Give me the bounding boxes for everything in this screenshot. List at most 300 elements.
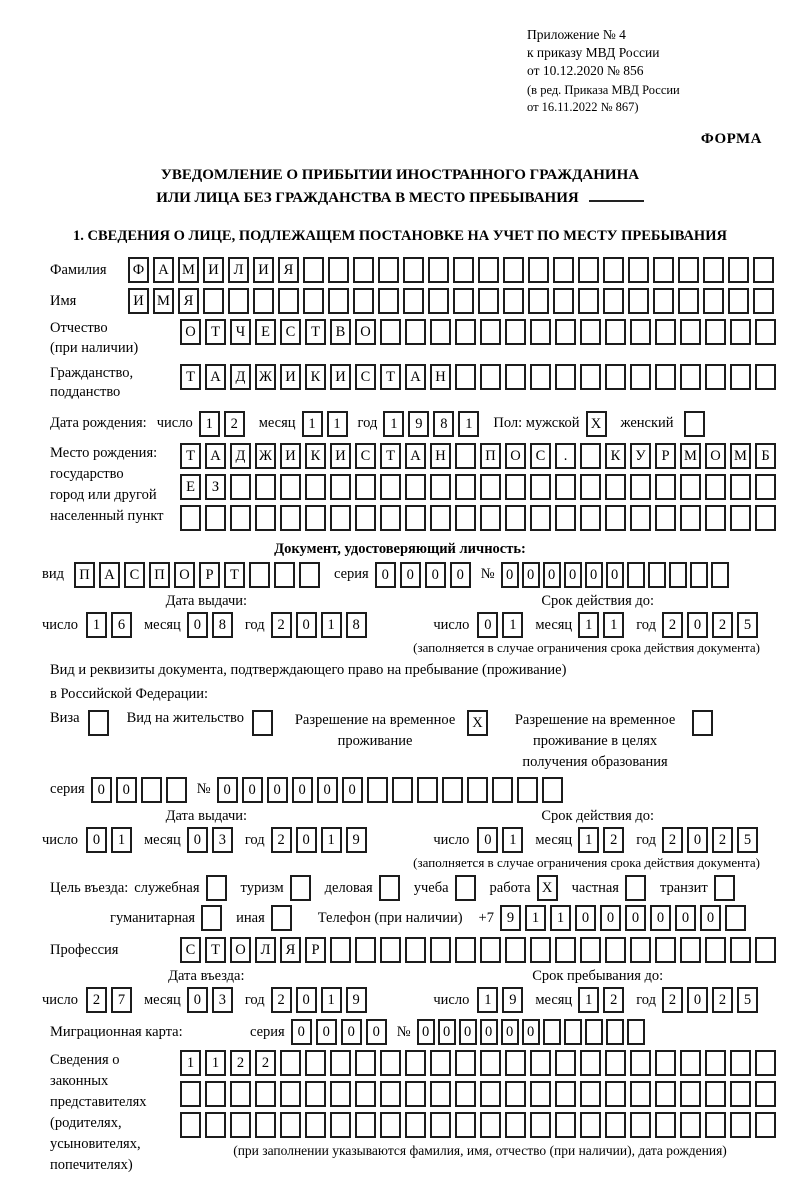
char-cell[interactable]: 0 <box>501 1019 519 1045</box>
issue-year-cells[interactable] <box>271 827 371 853</box>
char-cell[interactable]: П <box>74 562 95 588</box>
char-cell[interactable] <box>730 505 751 531</box>
char-cell[interactable] <box>480 937 501 963</box>
char-cell[interactable]: Д <box>230 364 251 390</box>
doc-number-cells[interactable] <box>501 562 732 588</box>
char-cell[interactable] <box>705 1050 726 1076</box>
char-cell[interactable]: 0 <box>687 612 708 638</box>
char-cell[interactable]: 8 <box>212 612 233 638</box>
char-cell[interactable] <box>455 1050 476 1076</box>
char-cell[interactable] <box>755 474 776 500</box>
char-cell[interactable] <box>528 257 549 283</box>
char-cell[interactable]: Ф <box>128 257 149 283</box>
char-cell[interactable] <box>580 1081 601 1107</box>
char-cell[interactable]: 2 <box>271 987 292 1013</box>
char-cell[interactable]: 2 <box>271 827 292 853</box>
char-cell[interactable] <box>330 1112 351 1138</box>
char-cell[interactable] <box>655 1050 676 1076</box>
char-cell[interactable]: И <box>203 257 224 283</box>
char-cell[interactable] <box>555 1112 576 1138</box>
temp-residence-checkbox[interactable] <box>467 710 492 736</box>
char-cell[interactable] <box>630 1050 651 1076</box>
char-cell[interactable] <box>505 319 526 345</box>
char-cell[interactable]: 1 <box>458 411 479 437</box>
stay-year-cells[interactable] <box>662 987 762 1013</box>
char-cell[interactable] <box>653 257 674 283</box>
char-cell[interactable] <box>455 505 476 531</box>
char-cell[interactable] <box>88 710 109 736</box>
char-cell[interactable] <box>555 319 576 345</box>
stay-day-cells[interactable] <box>477 987 527 1013</box>
char-cell[interactable]: 0 <box>522 562 540 588</box>
char-cell[interactable]: 1 <box>477 987 498 1013</box>
char-cell[interactable] <box>655 319 676 345</box>
char-cell[interactable]: С <box>355 443 376 469</box>
char-cell[interactable] <box>353 257 374 283</box>
char-cell[interactable]: С <box>280 319 301 345</box>
char-cell[interactable] <box>271 905 292 931</box>
char-cell[interactable] <box>605 474 626 500</box>
char-cell[interactable] <box>455 364 476 390</box>
char-cell[interactable]: О <box>230 937 251 963</box>
char-cell[interactable] <box>690 562 708 588</box>
char-cell[interactable]: 2 <box>712 827 733 853</box>
purpose-official-checkbox[interactable] <box>206 875 231 901</box>
char-cell[interactable] <box>705 364 726 390</box>
char-cell[interactable] <box>303 257 324 283</box>
char-cell[interactable]: 0 <box>217 777 238 803</box>
char-cell[interactable] <box>605 1081 626 1107</box>
char-cell[interactable] <box>455 443 476 469</box>
char-cell[interactable] <box>578 288 599 314</box>
temp-residence-edu-checkbox[interactable] <box>692 710 717 736</box>
char-cell[interactable] <box>280 474 301 500</box>
char-cell[interactable] <box>430 474 451 500</box>
char-cell[interactable]: 2 <box>712 987 733 1013</box>
char-cell[interactable] <box>299 562 320 588</box>
char-cell[interactable]: Т <box>380 364 401 390</box>
char-cell[interactable]: 2 <box>603 987 624 1013</box>
char-cell[interactable]: 6 <box>111 612 132 638</box>
char-cell[interactable] <box>380 1050 401 1076</box>
char-cell[interactable]: 1 <box>321 827 342 853</box>
char-cell[interactable]: 0 <box>291 1019 312 1045</box>
char-cell[interactable] <box>430 937 451 963</box>
issue-year-cells[interactable] <box>271 612 371 638</box>
char-cell[interactable]: 0 <box>316 1019 337 1045</box>
char-cell[interactable] <box>606 1019 624 1045</box>
validity-year-cells[interactable] <box>662 827 762 853</box>
char-cell[interactable] <box>330 505 351 531</box>
char-cell[interactable] <box>678 257 699 283</box>
purpose-other-checkbox[interactable] <box>271 905 296 931</box>
char-cell[interactable] <box>255 1112 276 1138</box>
char-cell[interactable] <box>305 1050 326 1076</box>
char-cell[interactable]: 0 <box>543 562 561 588</box>
char-cell[interactable] <box>205 1081 226 1107</box>
char-cell[interactable]: Л <box>228 257 249 283</box>
char-cell[interactable] <box>405 937 426 963</box>
char-cell[interactable]: Т <box>180 443 201 469</box>
char-cell[interactable] <box>555 1081 576 1107</box>
char-cell[interactable]: 1 <box>383 411 404 437</box>
char-cell[interactable] <box>290 875 311 901</box>
char-cell[interactable] <box>730 937 751 963</box>
char-cell[interactable]: 0 <box>606 562 624 588</box>
char-cell[interactable] <box>467 777 488 803</box>
char-cell[interactable]: 0 <box>292 777 313 803</box>
char-cell[interactable] <box>430 319 451 345</box>
char-cell[interactable]: 9 <box>502 987 523 1013</box>
char-cell[interactable] <box>355 1112 376 1138</box>
doc-type-cells[interactable] <box>74 562 324 588</box>
char-cell[interactable] <box>711 562 729 588</box>
char-cell[interactable] <box>655 505 676 531</box>
representatives-cells-row3[interactable] <box>180 1112 780 1138</box>
char-cell[interactable] <box>705 319 726 345</box>
purpose-tourism-checkbox[interactable] <box>290 875 315 901</box>
char-cell[interactable]: В <box>330 319 351 345</box>
char-cell[interactable] <box>274 562 295 588</box>
char-cell[interactable]: Р <box>199 562 220 588</box>
char-cell[interactable] <box>303 288 324 314</box>
char-cell[interactable]: 5 <box>737 612 758 638</box>
char-cell[interactable]: 2 <box>662 612 683 638</box>
char-cell[interactable]: 0 <box>687 987 708 1013</box>
migration-number-cells[interactable] <box>417 1019 648 1045</box>
char-cell[interactable]: Т <box>380 443 401 469</box>
representatives-cells-row2[interactable] <box>180 1081 780 1107</box>
char-cell[interactable] <box>680 1081 701 1107</box>
char-cell[interactable] <box>453 257 474 283</box>
char-cell[interactable]: 1 <box>502 827 523 853</box>
char-cell[interactable]: О <box>355 319 376 345</box>
char-cell[interactable]: Б <box>755 443 776 469</box>
char-cell[interactable] <box>380 505 401 531</box>
purpose-humanitarian-checkbox[interactable] <box>201 905 226 931</box>
char-cell[interactable] <box>653 288 674 314</box>
char-cell[interactable]: X <box>467 710 488 736</box>
char-cell[interactable] <box>505 474 526 500</box>
char-cell[interactable] <box>428 288 449 314</box>
char-cell[interactable] <box>585 1019 603 1045</box>
char-cell[interactable] <box>480 1081 501 1107</box>
char-cell[interactable] <box>141 777 162 803</box>
char-cell[interactable]: Н <box>430 443 451 469</box>
char-cell[interactable] <box>669 562 687 588</box>
char-cell[interactable]: И <box>280 364 301 390</box>
char-cell[interactable] <box>330 1050 351 1076</box>
char-cell[interactable] <box>367 777 388 803</box>
char-cell[interactable] <box>180 505 201 531</box>
birthplace-cells-row3[interactable] <box>180 505 780 531</box>
char-cell[interactable] <box>206 875 227 901</box>
issue-month-cells[interactable] <box>187 612 237 638</box>
char-cell[interactable]: Я <box>178 288 199 314</box>
male-checkbox[interactable] <box>586 411 611 437</box>
char-cell[interactable]: А <box>405 443 426 469</box>
char-cell[interactable]: 0 <box>600 905 621 931</box>
char-cell[interactable]: 0 <box>522 1019 540 1045</box>
purpose-study-checkbox[interactable] <box>455 875 480 901</box>
char-cell[interactable]: 0 <box>296 827 317 853</box>
char-cell[interactable]: 1 <box>578 987 599 1013</box>
birthplace-cells-row1[interactable] <box>180 443 780 469</box>
char-cell[interactable] <box>355 1050 376 1076</box>
char-cell[interactable]: 0 <box>564 562 582 588</box>
char-cell[interactable] <box>305 1081 326 1107</box>
char-cell[interactable] <box>630 474 651 500</box>
char-cell[interactable] <box>728 288 749 314</box>
char-cell[interactable]: . <box>555 443 576 469</box>
char-cell[interactable]: 0 <box>477 612 498 638</box>
char-cell[interactable] <box>580 474 601 500</box>
char-cell[interactable] <box>564 1019 582 1045</box>
char-cell[interactable] <box>403 288 424 314</box>
char-cell[interactable]: И <box>128 288 149 314</box>
char-cell[interactable]: 2 <box>255 1050 276 1076</box>
char-cell[interactable] <box>405 1112 426 1138</box>
validity-year-cells[interactable] <box>662 612 762 638</box>
char-cell[interactable]: Р <box>305 937 326 963</box>
birthplace-cells-row2[interactable] <box>180 474 780 500</box>
char-cell[interactable] <box>530 505 551 531</box>
char-cell[interactable]: 0 <box>480 1019 498 1045</box>
char-cell[interactable] <box>655 364 676 390</box>
char-cell[interactable] <box>605 364 626 390</box>
char-cell[interactable] <box>405 1081 426 1107</box>
char-cell[interactable] <box>453 288 474 314</box>
char-cell[interactable]: А <box>99 562 120 588</box>
char-cell[interactable]: 0 <box>342 777 363 803</box>
char-cell[interactable]: 1 <box>525 905 546 931</box>
char-cell[interactable] <box>180 1112 201 1138</box>
char-cell[interactable] <box>705 1112 726 1138</box>
char-cell[interactable]: 3 <box>212 827 233 853</box>
char-cell[interactable]: У <box>630 443 651 469</box>
char-cell[interactable] <box>530 364 551 390</box>
char-cell[interactable] <box>580 505 601 531</box>
char-cell[interactable]: 0 <box>86 827 107 853</box>
char-cell[interactable] <box>380 1112 401 1138</box>
char-cell[interactable]: 0 <box>459 1019 477 1045</box>
char-cell[interactable] <box>605 1112 626 1138</box>
char-cell[interactable]: О <box>505 443 526 469</box>
char-cell[interactable]: 1 <box>603 612 624 638</box>
char-cell[interactable] <box>680 1050 701 1076</box>
char-cell[interactable] <box>255 1081 276 1107</box>
char-cell[interactable]: Р <box>655 443 676 469</box>
char-cell[interactable] <box>630 505 651 531</box>
migration-series-cells[interactable] <box>291 1019 391 1045</box>
char-cell[interactable] <box>480 364 501 390</box>
char-cell[interactable] <box>455 875 476 901</box>
char-cell[interactable] <box>630 937 651 963</box>
char-cell[interactable] <box>730 319 751 345</box>
char-cell[interactable] <box>648 562 666 588</box>
char-cell[interactable] <box>505 1112 526 1138</box>
char-cell[interactable] <box>628 288 649 314</box>
char-cell[interactable] <box>305 505 326 531</box>
issue-month-cells[interactable] <box>187 827 237 853</box>
char-cell[interactable] <box>680 474 701 500</box>
birth-year-cells[interactable] <box>383 411 483 437</box>
char-cell[interactable]: Е <box>180 474 201 500</box>
char-cell[interactable]: Д <box>230 443 251 469</box>
char-cell[interactable] <box>378 257 399 283</box>
char-cell[interactable]: 0 <box>341 1019 362 1045</box>
char-cell[interactable] <box>530 937 551 963</box>
char-cell[interactable]: М <box>178 257 199 283</box>
char-cell[interactable] <box>417 777 438 803</box>
char-cell[interactable] <box>455 1112 476 1138</box>
char-cell[interactable] <box>680 937 701 963</box>
char-cell[interactable] <box>330 474 351 500</box>
char-cell[interactable]: С <box>180 937 201 963</box>
char-cell[interactable]: 0 <box>296 987 317 1013</box>
char-cell[interactable]: И <box>280 443 301 469</box>
char-cell[interactable]: Т <box>205 319 226 345</box>
issue-day-cells[interactable] <box>86 827 136 853</box>
char-cell[interactable] <box>378 288 399 314</box>
char-cell[interactable]: 2 <box>712 612 733 638</box>
char-cell[interactable] <box>205 1112 226 1138</box>
purpose-transit-checkbox[interactable] <box>714 875 739 901</box>
char-cell[interactable]: 0 <box>116 777 137 803</box>
char-cell[interactable] <box>542 777 563 803</box>
char-cell[interactable] <box>230 1112 251 1138</box>
char-cell[interactable]: А <box>205 364 226 390</box>
char-cell[interactable] <box>249 562 270 588</box>
char-cell[interactable] <box>655 937 676 963</box>
char-cell[interactable]: 2 <box>230 1050 251 1076</box>
char-cell[interactable] <box>503 288 524 314</box>
char-cell[interactable] <box>555 937 576 963</box>
char-cell[interactable] <box>755 1081 776 1107</box>
char-cell[interactable] <box>480 1112 501 1138</box>
char-cell[interactable]: 0 <box>575 905 596 931</box>
char-cell[interactable]: Ж <box>255 443 276 469</box>
validity-day-cells[interactable] <box>477 612 527 638</box>
char-cell[interactable]: Т <box>224 562 245 588</box>
char-cell[interactable]: 3 <box>212 987 233 1013</box>
char-cell[interactable] <box>455 937 476 963</box>
char-cell[interactable] <box>201 905 222 931</box>
char-cell[interactable] <box>628 257 649 283</box>
char-cell[interactable] <box>478 288 499 314</box>
residence-permit-checkbox[interactable] <box>252 710 277 736</box>
char-cell[interactable] <box>578 257 599 283</box>
char-cell[interactable]: И <box>330 443 351 469</box>
char-cell[interactable]: 0 <box>187 612 208 638</box>
char-cell[interactable]: А <box>153 257 174 283</box>
char-cell[interactable] <box>705 474 726 500</box>
char-cell[interactable] <box>503 257 524 283</box>
female-checkbox[interactable] <box>684 411 709 437</box>
char-cell[interactable] <box>405 505 426 531</box>
char-cell[interactable]: П <box>480 443 501 469</box>
char-cell[interactable]: 1 <box>321 612 342 638</box>
char-cell[interactable] <box>725 905 746 931</box>
char-cell[interactable] <box>455 1081 476 1107</box>
char-cell[interactable]: 0 <box>477 827 498 853</box>
char-cell[interactable] <box>280 1112 301 1138</box>
char-cell[interactable]: Н <box>430 364 451 390</box>
char-cell[interactable]: А <box>205 443 226 469</box>
char-cell[interactable] <box>230 474 251 500</box>
char-cell[interactable] <box>730 364 751 390</box>
char-cell[interactable]: 0 <box>450 562 471 588</box>
char-cell[interactable]: Ч <box>230 319 251 345</box>
char-cell[interactable] <box>430 1081 451 1107</box>
char-cell[interactable] <box>680 319 701 345</box>
validity-month-cells[interactable] <box>578 827 628 853</box>
char-cell[interactable] <box>705 505 726 531</box>
char-cell[interactable] <box>627 562 645 588</box>
char-cell[interactable] <box>280 1050 301 1076</box>
char-cell[interactable]: 2 <box>271 612 292 638</box>
char-cell[interactable] <box>205 505 226 531</box>
char-cell[interactable] <box>703 257 724 283</box>
char-cell[interactable] <box>228 288 249 314</box>
char-cell[interactable]: М <box>153 288 174 314</box>
char-cell[interactable] <box>430 1050 451 1076</box>
char-cell[interactable]: 0 <box>438 1019 456 1045</box>
char-cell[interactable]: 1 <box>302 411 323 437</box>
char-cell[interactable]: 1 <box>327 411 348 437</box>
citizenship-cells[interactable] <box>180 364 780 390</box>
stay-month-cells[interactable] <box>578 987 628 1013</box>
char-cell[interactable]: 0 <box>267 777 288 803</box>
char-cell[interactable] <box>684 411 705 437</box>
name-cells[interactable] <box>128 288 778 314</box>
char-cell[interactable] <box>553 257 574 283</box>
char-cell[interactable] <box>280 505 301 531</box>
birth-day-cells[interactable] <box>199 411 249 437</box>
char-cell[interactable] <box>353 288 374 314</box>
char-cell[interactable]: 1 <box>199 411 220 437</box>
char-cell[interactable] <box>328 257 349 283</box>
char-cell[interactable] <box>678 288 699 314</box>
char-cell[interactable] <box>517 777 538 803</box>
surname-cells[interactable] <box>128 257 778 283</box>
char-cell[interactable]: С <box>124 562 145 588</box>
char-cell[interactable] <box>530 474 551 500</box>
validity-month-cells[interactable] <box>578 612 628 638</box>
char-cell[interactable] <box>680 364 701 390</box>
char-cell[interactable]: 2 <box>662 987 683 1013</box>
char-cell[interactable] <box>380 1081 401 1107</box>
char-cell[interactable] <box>355 474 376 500</box>
char-cell[interactable] <box>555 474 576 500</box>
char-cell[interactable]: 0 <box>91 777 112 803</box>
char-cell[interactable]: И <box>253 257 274 283</box>
char-cell[interactable]: 2 <box>224 411 245 437</box>
char-cell[interactable]: 1 <box>111 827 132 853</box>
char-cell[interactable] <box>379 875 400 901</box>
char-cell[interactable]: 9 <box>408 411 429 437</box>
char-cell[interactable]: Т <box>180 364 201 390</box>
char-cell[interactable]: 1 <box>502 612 523 638</box>
char-cell[interactable]: А <box>405 364 426 390</box>
doc-series-cells[interactable] <box>375 562 475 588</box>
char-cell[interactable] <box>655 1081 676 1107</box>
char-cell[interactable]: О <box>705 443 726 469</box>
char-cell[interactable] <box>555 505 576 531</box>
char-cell[interactable]: О <box>180 319 201 345</box>
char-cell[interactable] <box>728 257 749 283</box>
char-cell[interactable] <box>180 1081 201 1107</box>
